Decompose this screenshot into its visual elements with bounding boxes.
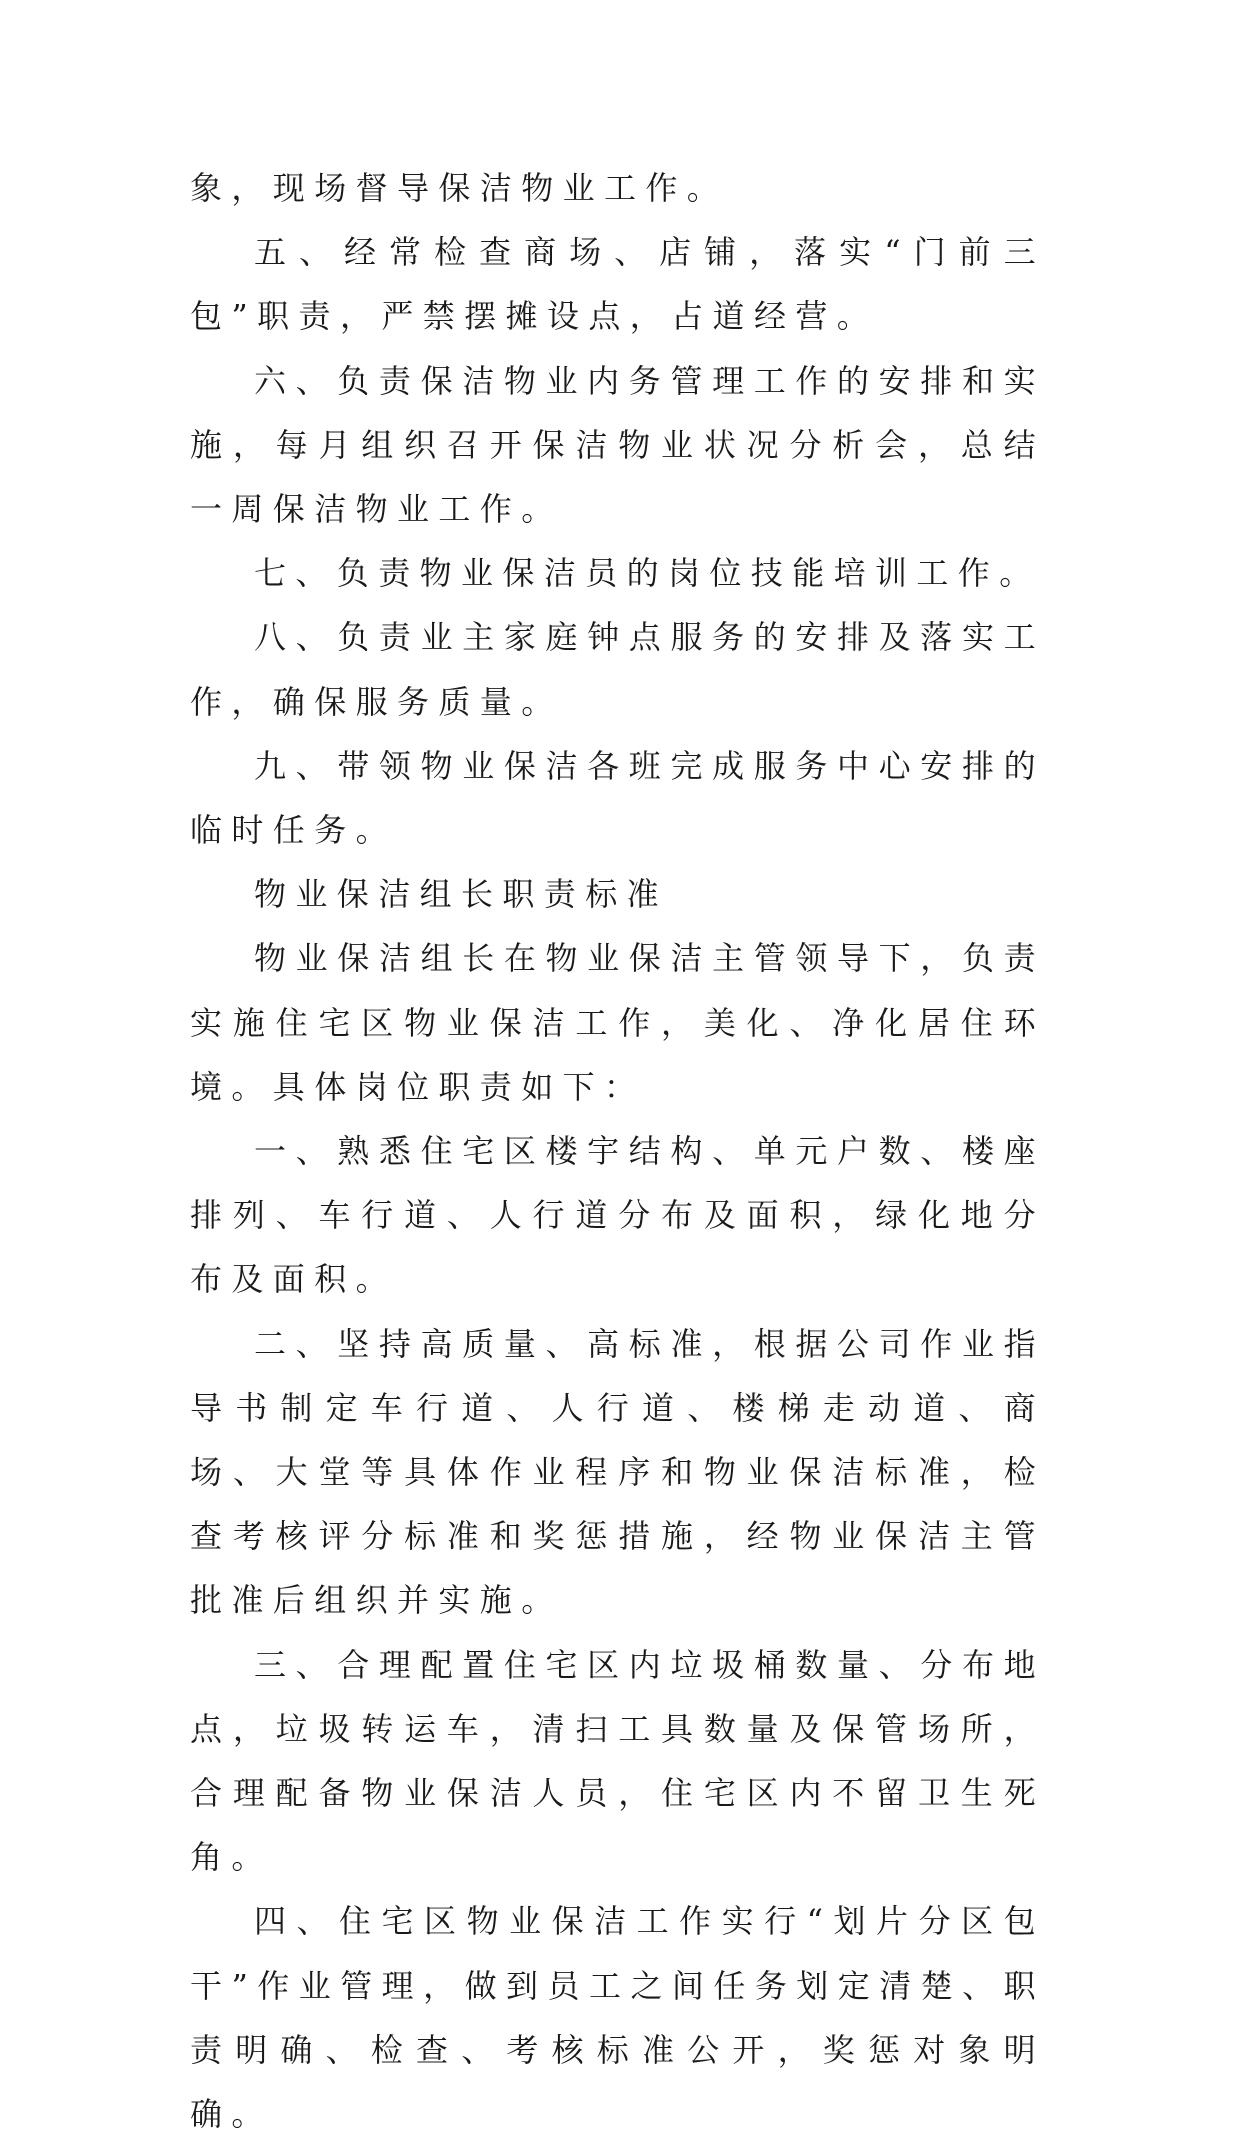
paragraph-9: 一、熟悉住宅区楼宇结构、单元户数、楼座排列、车行道、人行道分布及面积，绿化地分布及面积。 [190,1132,1045,1299]
paragraph-5: 八、负责业主家庭钟点服务的安排及落实工作，确保服务质量。 [190,618,1045,721]
paragraph-1: 象，现场督导保洁物业工作。 [190,169,729,207]
paragraph-3: 六、负责保洁物业内务管理工作的安排和实施，每月组织召开保洁物业状况分析会，总结一周保洁物业工作。 [190,361,1045,529]
paragraph-4: 七、负责物业保洁员的岗位技能培训工作。 [254,554,1041,593]
section-heading: 物业保洁组长职责标准 [254,875,669,914]
paragraph-12: 四、住宅区物业保洁工作实行“划片分区包干”作业管理，做到员工之间任务划定清楚、职责明确、检查、考核标准公开，奖惩对象明确。 [190,1902,1045,2134]
paragraph-6: 九、带领物业保洁各班完成服务中心安排的临时任务。 [190,746,1045,850]
document-body [190,156,1045,2146]
paragraph-8: 物业保洁组长在物业保洁主管领导下，负责实施住宅区物业保洁工作，美化、净化居住环境。具体岗位职责如下： [190,939,1045,1106]
paragraph-11: 三、合理配置住宅区内垃圾桶数量、分布地点，垃圾转运车，清扫工具数量及保管场所，合理配备物业保洁人员，住宅区内不留卫生死角。 [190,1645,1045,1877]
paragraph-2: 五、经常检查商场、店铺，落实“门前三包”职责，严禁摆摊设点，占道经营。 [190,233,1045,336]
paragraph-10: 二、坚持高质量、高标准，根据公司作业指导书制定车行道、人行道、楼梯走动道、商场、大堂等具体作业程序和物业保洁标准，检查考核评分标准和奖惩措施，经物业保洁主管批准后组织并实施。 [190,1324,1045,1620]
